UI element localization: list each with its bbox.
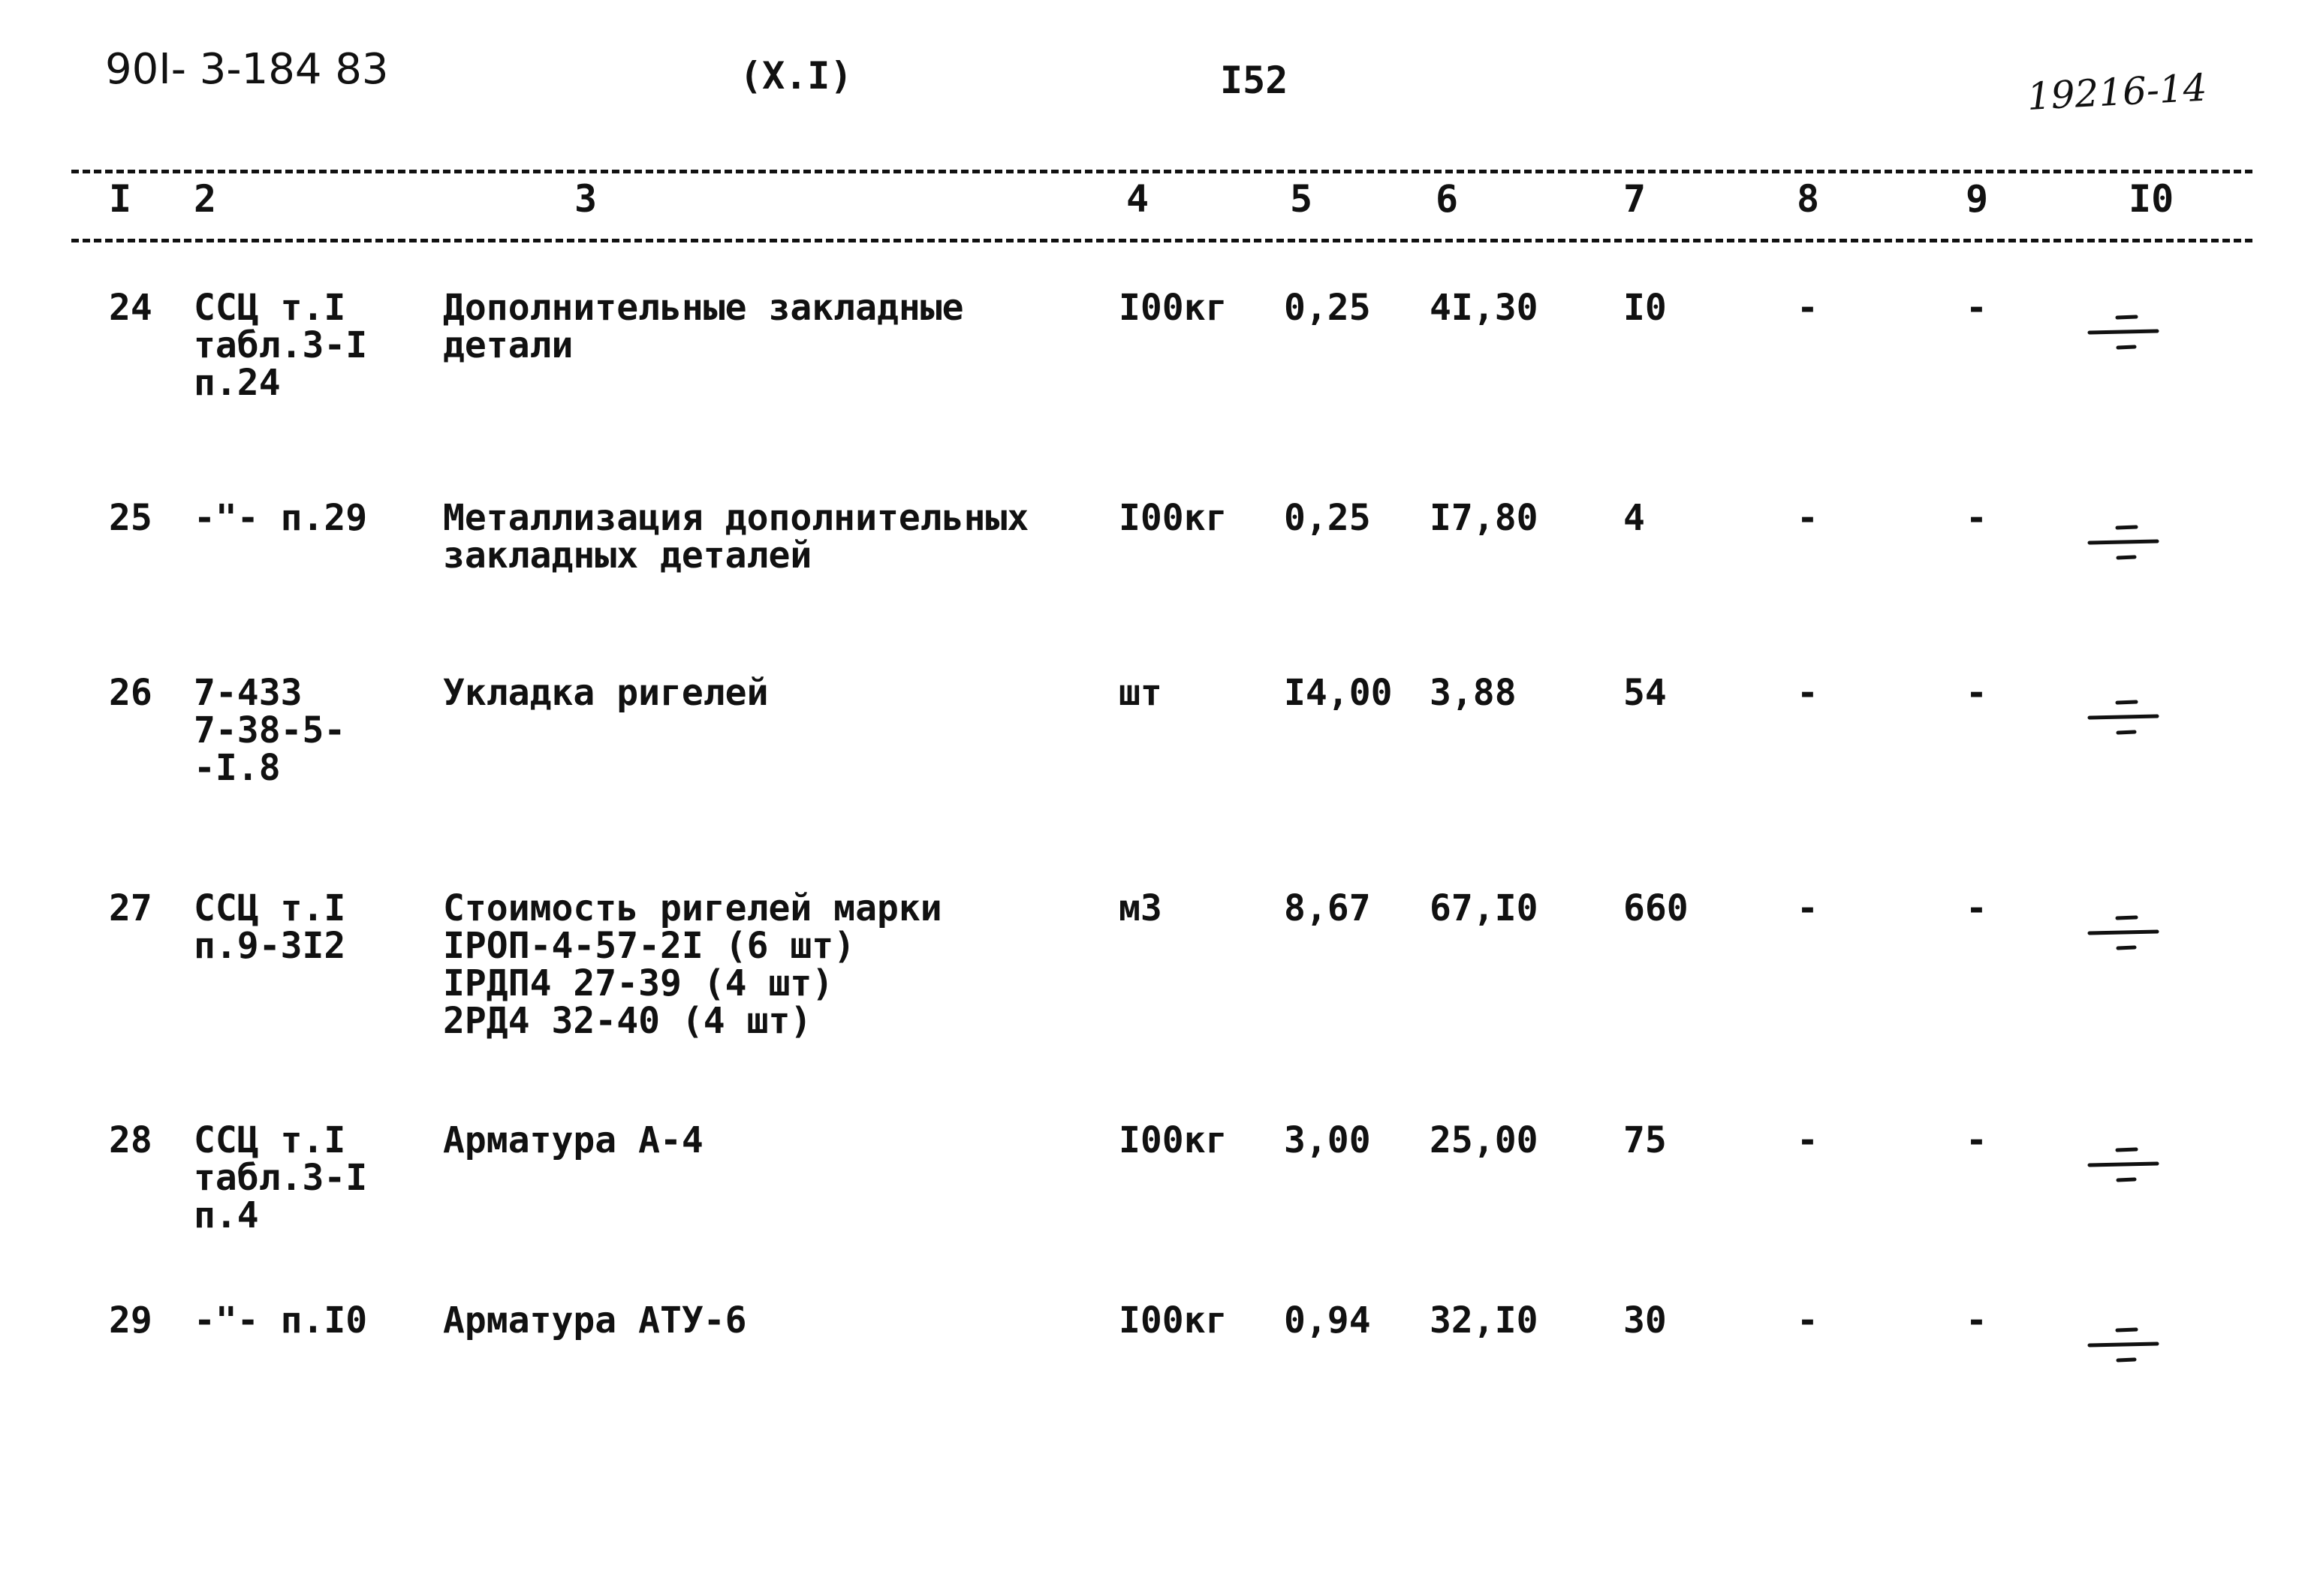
row-number: 24: [109, 287, 152, 329]
inventory-note: 19216-14: [2026, 65, 2208, 119]
work-description-line: Укладка ригелей: [443, 672, 769, 714]
reference-code-line: п.24: [194, 362, 281, 404]
reference-code: [194, 674, 345, 787]
reference-code-line: п.4: [194, 1194, 259, 1236]
unit-price-cell: 67,I0: [1430, 887, 1538, 929]
col9-cell: -: [1966, 672, 1987, 714]
unit-cell: I00кг: [1119, 1299, 1228, 1342]
reference-code-line: табл.3-I: [194, 324, 368, 366]
reference-code-line: 7-433: [194, 672, 303, 714]
reference-code-line: -"- п.I0: [194, 1299, 368, 1342]
column-number-5: 5: [1290, 177, 1313, 221]
column-number-9: 9: [1966, 177, 1989, 221]
column-number-6: 6: [1436, 177, 1459, 221]
quantity-cell: 0,25: [1284, 287, 1371, 329]
reference-code: [194, 1119, 368, 1236]
quantity-cell: I4,00: [1284, 672, 1393, 714]
total-cell: 660: [1623, 887, 1689, 929]
col8-cell: -: [1797, 287, 1818, 329]
unit-cell: I00кг: [1119, 1119, 1228, 1161]
work-description-line: Арматура А-4: [443, 1119, 704, 1161]
unit-cell: шт: [1119, 672, 1162, 714]
column-number-7: 7: [1623, 177, 1647, 221]
unit-cell: м3: [1119, 887, 1162, 929]
col8-cell: -: [1797, 887, 1818, 929]
ditto-mark-icon: [2084, 1317, 2166, 1369]
header-bottom-rule: [71, 239, 2252, 242]
ditto-mark-icon: [2084, 689, 2166, 742]
reference-code-line: -I.8: [194, 747, 281, 789]
column-number-2: 2: [194, 177, 217, 221]
column-number-8: 8: [1797, 177, 1820, 221]
reference-code: [194, 499, 367, 537]
work-description: [443, 674, 768, 712]
ditto-mark-icon: [2084, 905, 2166, 957]
quantity-cell: 8,67: [1284, 887, 1371, 929]
col8-cell: -: [1797, 497, 1818, 539]
reference-code-line: ССЦ т.I: [194, 287, 346, 329]
row-number: 28: [109, 1119, 152, 1161]
reference-code: [194, 887, 346, 967]
row-number: 25: [109, 497, 152, 539]
unit-price-cell: I7,80: [1430, 497, 1538, 539]
reference-code: [194, 289, 367, 402]
reference-code-line: ССЦ т.I: [194, 1119, 346, 1161]
column-number-4: 4: [1126, 177, 1149, 221]
ditto-mark-icon: [2084, 1137, 2166, 1189]
col9-cell: -: [1966, 1299, 1987, 1342]
work-description-line: детали: [443, 324, 574, 366]
quantity-cell: 0,94: [1284, 1299, 1371, 1342]
section-number: (X.I): [740, 54, 853, 98]
reference-code-line: табл.3-I: [194, 1157, 368, 1199]
header-top-rule: [71, 170, 2252, 173]
work-description: [443, 497, 1029, 577]
work-description-line: 2РД4 32-40 (4 шт): [443, 1000, 812, 1042]
column-number-10: I0: [2129, 177, 2174, 221]
ditto-mark-icon: [2084, 304, 2166, 357]
work-description: [443, 887, 942, 1042]
col8-cell: -: [1797, 1119, 1818, 1161]
reference-code: [194, 1299, 368, 1342]
work-description-line: Металлизация дополнительных: [443, 497, 1029, 539]
col9-cell: -: [1966, 887, 1987, 929]
work-description: [443, 1299, 747, 1342]
page-number: I52: [1220, 59, 1288, 102]
work-description-line: Дополнительные закладные: [443, 287, 964, 329]
ditto-mark-icon: [2084, 514, 2166, 567]
unit-price-cell: 3,88: [1430, 672, 1517, 714]
total-cell: 4: [1623, 497, 1645, 539]
row-number: 26: [109, 672, 152, 714]
work-description-line: Стоимость ригелей марки: [443, 887, 942, 929]
col8-cell: -: [1797, 672, 1818, 714]
work-description-line: IРОП-4-57-2I (6 шт): [443, 925, 856, 967]
work-description-line: закладных деталей: [443, 535, 812, 577]
reference-code-line: ССЦ т.I: [194, 887, 346, 929]
unit-price-cell: 25,00: [1430, 1119, 1538, 1161]
col8-cell: -: [1797, 1299, 1818, 1342]
unit-price-cell: 32,I0: [1430, 1299, 1538, 1342]
reference-code-line: п.9-3I2: [194, 925, 346, 967]
unit-cell: I00кг: [1119, 497, 1228, 539]
column-number-3: 3: [574, 177, 598, 221]
reference-code-line: -"- п.29: [194, 497, 368, 539]
work-description: [443, 289, 964, 364]
unit-cell: I00кг: [1119, 287, 1228, 329]
unit-price-cell: 4I,30: [1430, 287, 1538, 329]
total-cell: 30: [1623, 1299, 1667, 1342]
work-description-line: Арматура АТУ-6: [443, 1299, 747, 1342]
work-description-line: IРДП4 27-39 (4 шт): [443, 962, 834, 1004]
quantity-cell: 3,00: [1284, 1119, 1371, 1161]
document-code: 90I- 3-184 83: [105, 45, 389, 94]
row-number: 27: [109, 887, 152, 929]
col9-cell: -: [1966, 287, 1987, 329]
quantity-cell: 0,25: [1284, 497, 1371, 539]
col9-cell: -: [1966, 497, 1987, 539]
row-number: 29: [109, 1299, 152, 1342]
work-description: [443, 1119, 704, 1161]
reference-code-line: 7-38-5-: [194, 709, 346, 751]
total-cell: 75: [1623, 1119, 1667, 1161]
total-cell: 54: [1623, 672, 1667, 714]
col9-cell: -: [1966, 1119, 1987, 1161]
column-number-1: I: [109, 177, 132, 221]
total-cell: I0: [1623, 287, 1667, 329]
